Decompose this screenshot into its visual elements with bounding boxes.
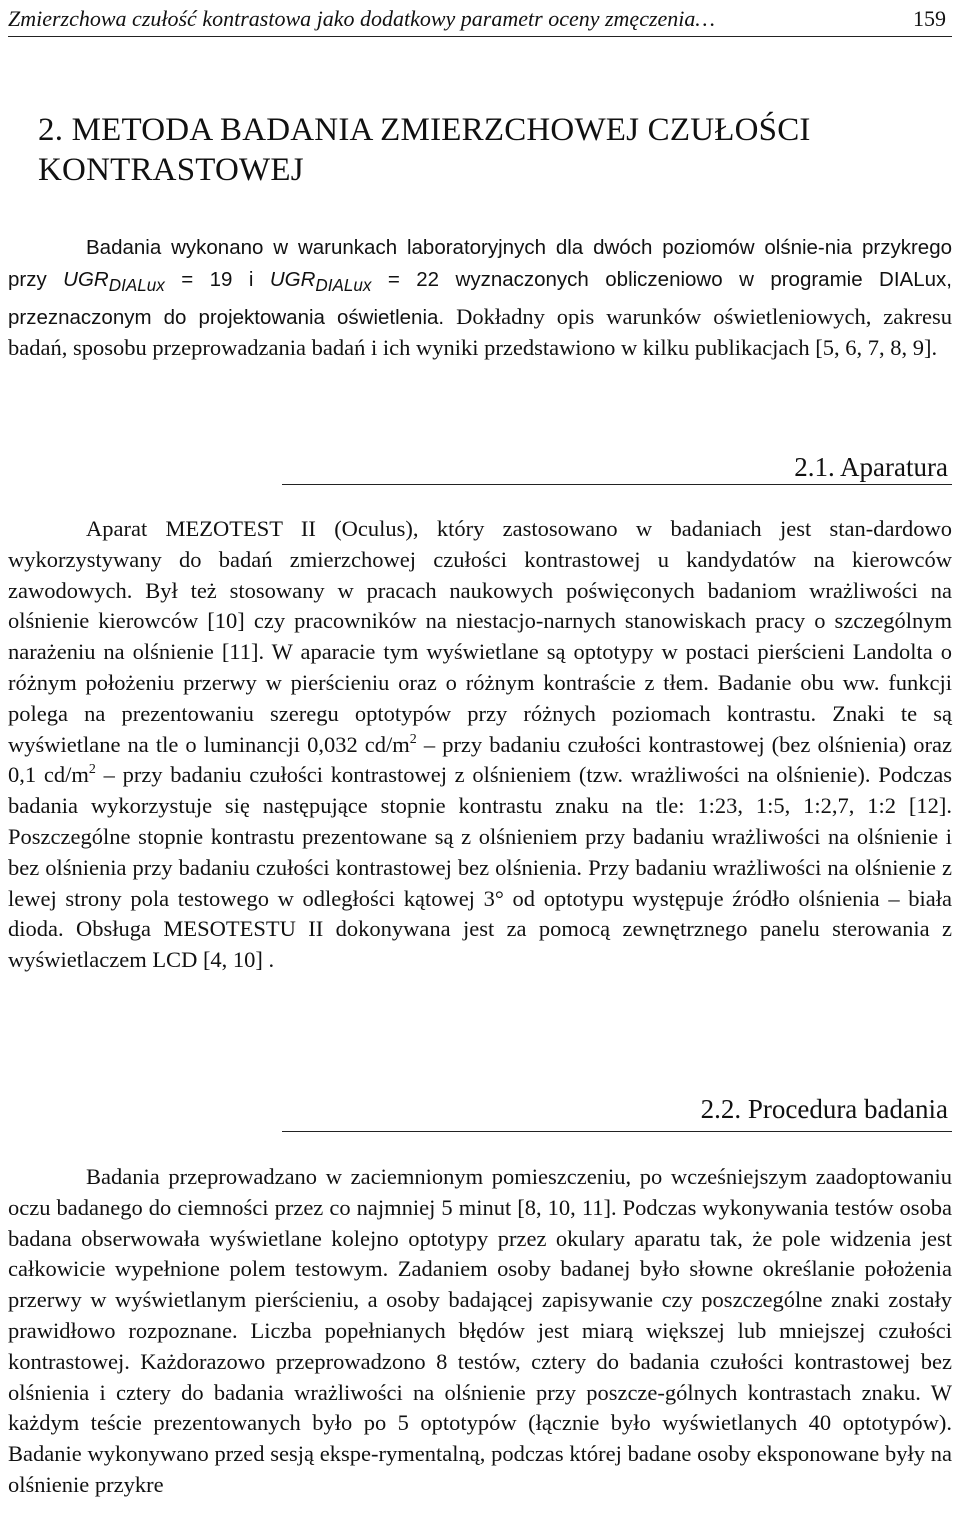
section-2-paragraph [8, 232, 952, 364]
section-heading-line-2: KONTRASTOWEJ [38, 152, 304, 188]
heading-rule [282, 1131, 952, 1132]
running-header [8, 6, 952, 37]
heading-rule [282, 484, 952, 485]
page-number: 159 [913, 6, 946, 31]
ugr-symbol: UGR [63, 267, 109, 291]
subsection-heading-2-1: 2.1. Aparatura [794, 452, 948, 482]
subsection-heading-2-2: 2.2. Procedura badania [700, 1094, 948, 1124]
section-2-1-paragraph: Aparat MEZOTEST II (Oculus), który zastosowano w badaniach jest stan-dardowo wykorzystywany do badań zmierzchowej czułości kontrastowej u kandydatów na kierowców zawodowych. Był też stosowany w pracach naukowych poświęconych badaniom wrażliwości na olśnienie kierowców [10] czy pracowników na niestacjo-narnych stanowiskach pracy o szczególnym narażeniu na olśnienie [11]. W aparacie tym wyświetlane są optotypy w postaci pierścieni Landolta o różnym położeniu przerwy w pierścieniu oraz o różnym kontraście z tłem. Badanie obu ww. funkcji polega na prezentowaniu szeregu optotypów przy różnych poziomach kontrastu. Znaki te są wyświetlane na tle o luminancji 0,032 $cd/m^2$ – przy badaniu czułości kontrastowej (bez olśnienia) oraz 0,1 $cd/m^2$ – przy badaniu czułości kontrastowej z olśnieniem (tzw. wrażliwości na olśnienie). Podczas badania wykorzystuje się następujące stopnie kontrastu znaku na tle: 1:23, 1:5, 1:2,7, 1:2 [12]. Poszczególne stopnie kontrastu prezentowane są z olśnieniem przy badaniu wrażliwości na olśnienie i bez olśnienia przy badaniu czułości kontrastowej bez olśnienia. Przy badaniu wrażliwości na olśnienie z lewej strony pola testowego w odległości kątowej 3° od optotypu występuje źródło olśnienia – biała dioda. Obsługa MESOTESTU II dokonywana jest za pomocą zewnętrznego panelu sterowania z wyświetlaczem LCD [4, 10] . [8, 516, 952, 973]
section-heading-line-1: 2. METODA BADANIA ZMIERZCHOWEJ CZUŁOŚCI [38, 112, 811, 148]
ugr-symbol: UGR [269, 267, 316, 291]
paragraph-text: Dokładny opis warunków oświetleniowych, zakresu badań, sposobu przeprowadzania badań i ich wyniki przedstawiono w kilku publikacjach [5, 6, 7, 8, 9]. [8, 303, 952, 361]
running-title: Zmierzchowa czułość kontrastowa jako dodatkowy parametr oceny zmęczenia… [8, 6, 715, 31]
paragraph-text: Badania wykonano w warunkach laboratoryjnych dla dwóch poziomów olśnie-nia przykrego przy $UGR_{DIALux} = 19$ i $UGR_{DIALux} = 22$ wyznaczonych obliczeniowo w programie DIALux, przeznaczonym do projektowania oświetlenia. [8, 236, 952, 329]
section-heading-2 [38, 110, 811, 190]
section-2-2-paragraph: Badania przeprowadzano w zaciemnionym pomieszczeniu, po wcześniejszym zaadoptowaniu oczu badanego do ciemności przez co najmniej 5 minut [8, 10, 11]. Podczas wykonywania testów osoba badana obserwowała wyświetlane kolejno optotypy przez okulary aparatu tak, że pole widzenia jest całkowicie wypełnione polem testowym. Zadaniem osoby badanej było słowne określanie położenia przerwy w wyświetlanym pierścieniu, a osoby badającej zapisywanie czy poszczególne znaki zostały prawidłowo rozpoznane. Liczba popełnianych błędów jest miarą większej lub mniejszej czułości kontrastowej. Każdorazowo przeprowadzono 8 testów, cztery do badania czułości kontrastowej bez olśnienia i cztery do badania wrażliwości na olśnienie przy poszcze-gólnych kontrastach znaku. W każdym teście prezentowanych było po 5 optotypów (łącznie było wyświetlanych 40 optotypów). Badanie wykonywano przed sesją ekspe-rymentalną, podczas której badane osoby eksponowane były na olśnienie przykre [8, 1164, 952, 1497]
